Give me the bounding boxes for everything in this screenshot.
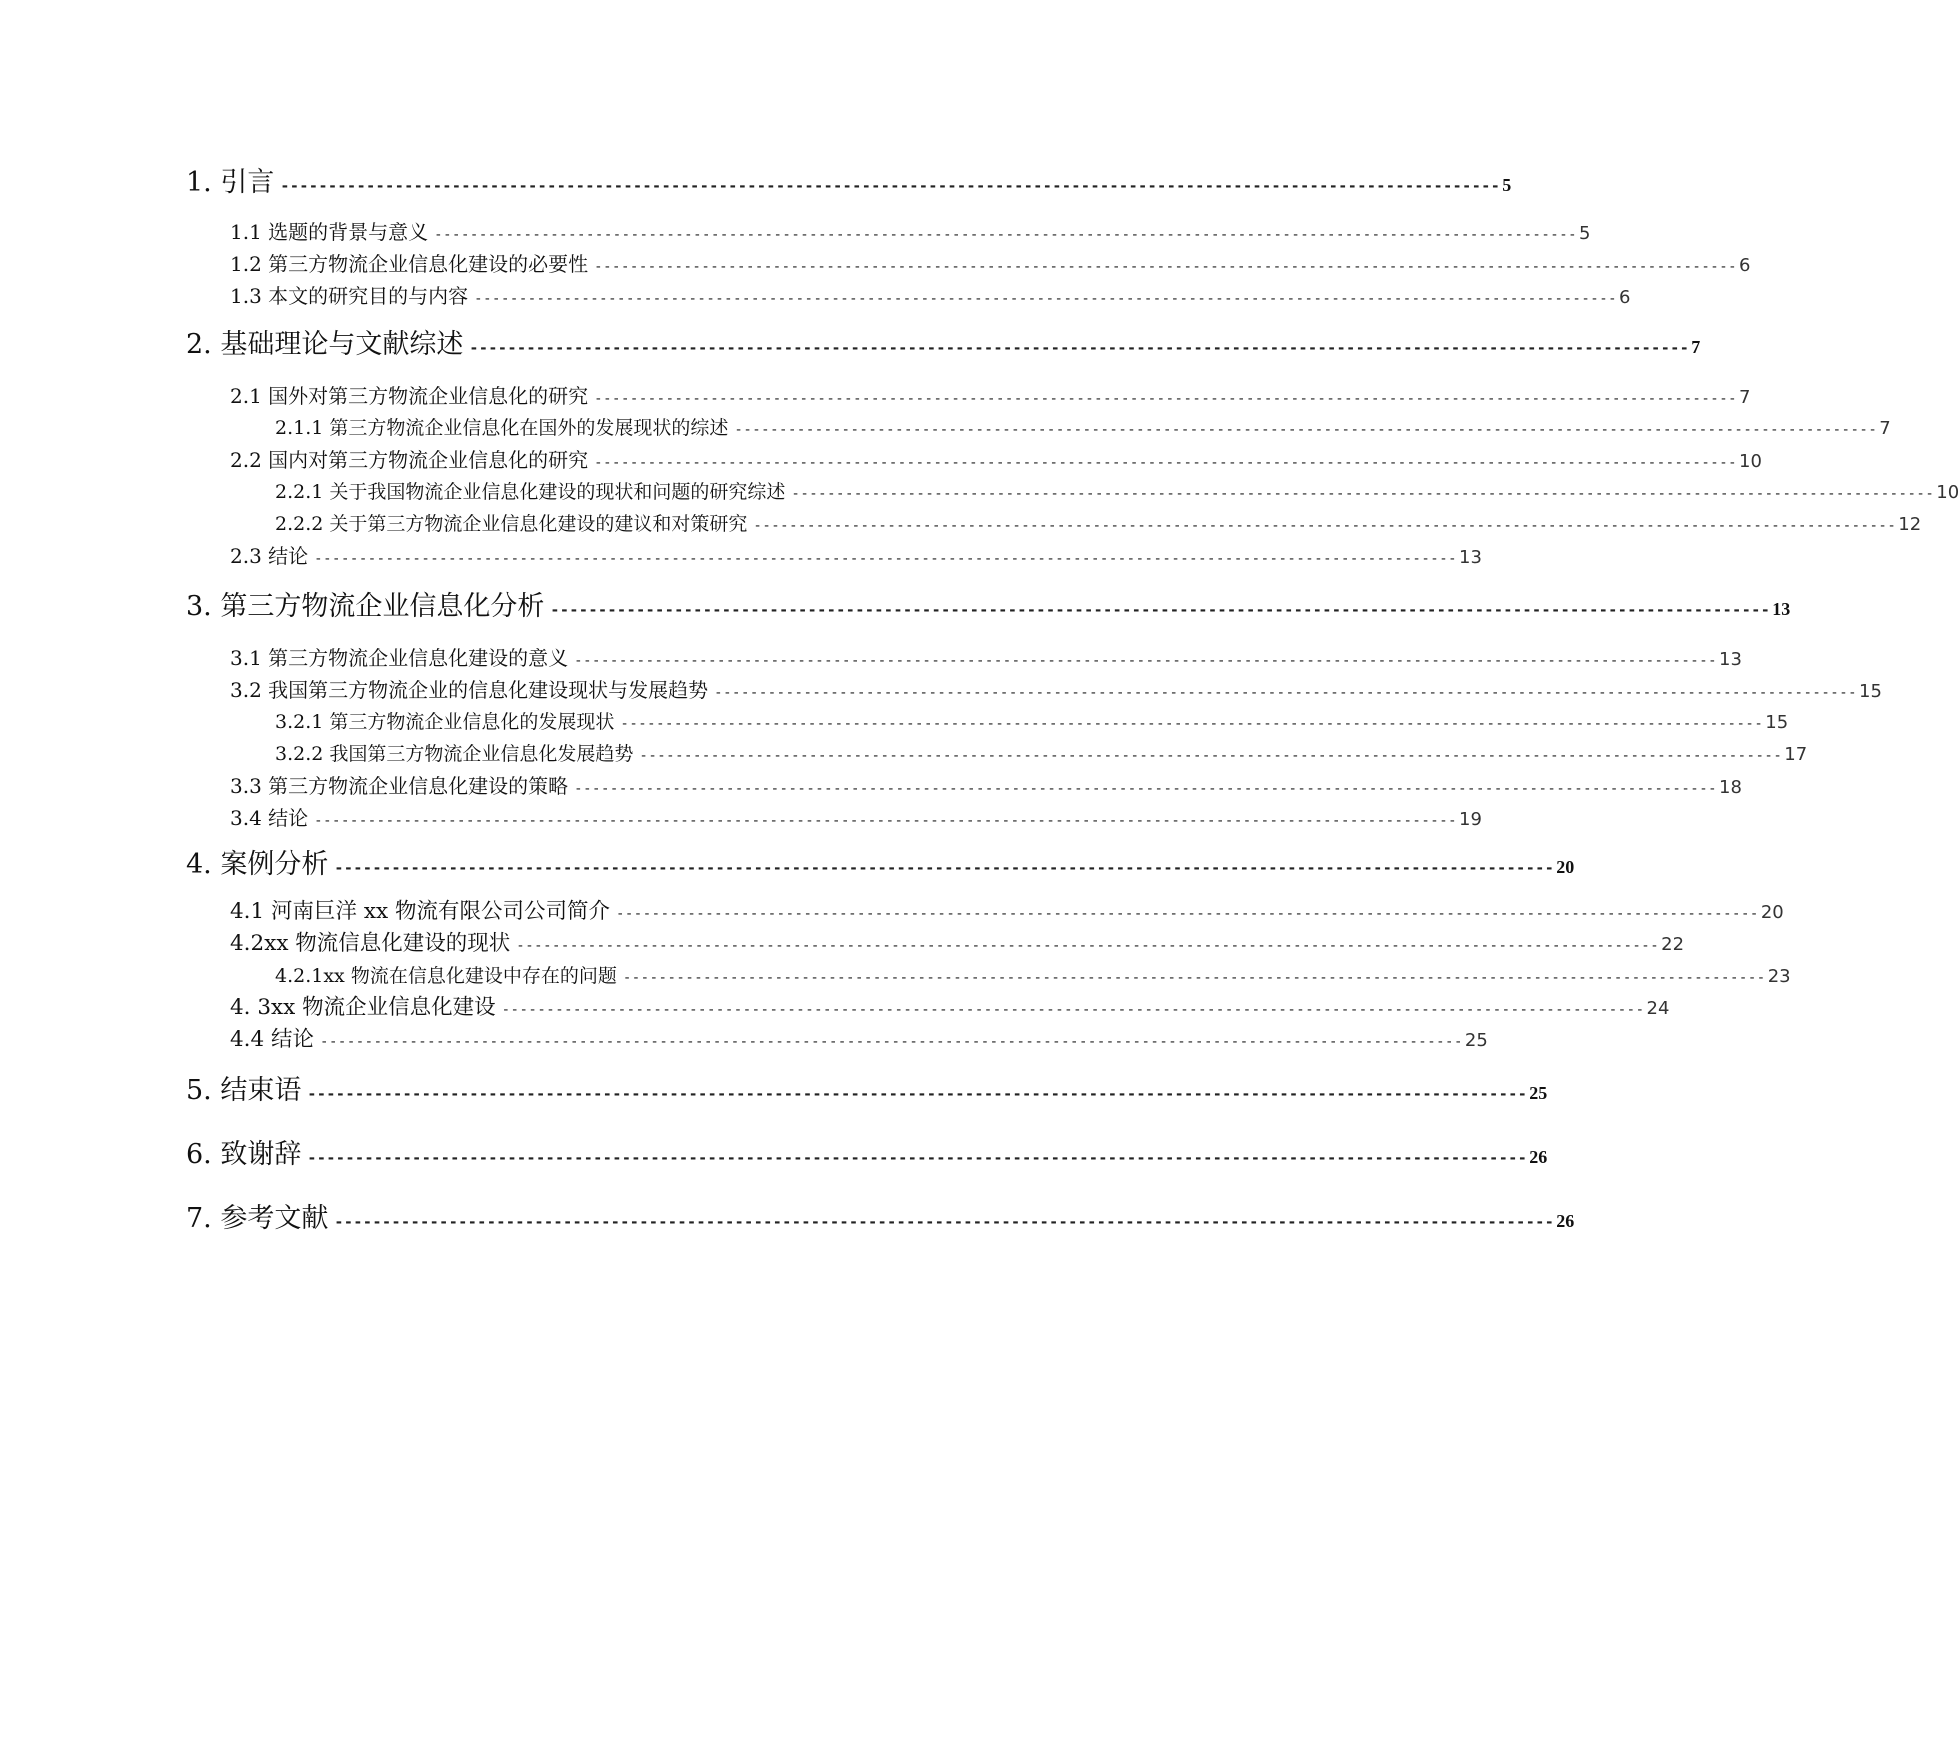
toc-entry-title: 1.1 选题的背景与意义 (230, 220, 429, 244)
toc-entry-title: 2.2.1 关于我国物流企业信息化建设的现状和问题的研究综述 (275, 481, 786, 503)
toc-entry[interactable] (186, 328, 1701, 362)
toc-entry[interactable] (186, 848, 1575, 882)
toc-leader: -------------------------------------------------------------------------------------------------------------------------------- (474, 291, 1618, 307)
toc-leader: -------------------------------------------------------------------------------------------------------------------------------- (574, 653, 1718, 669)
toc-leader: -------------------------------------------------------------------------------------------------------------------------------- (307, 1149, 1528, 1167)
toc-entry-title: 6. 致谢辞 (186, 1139, 302, 1170)
toc-leader: -------------------------------------------------------------------------------------------------------------------------------- (314, 813, 1458, 829)
toc-entry-page: 6 (1619, 287, 1631, 308)
toc-entry-title: 2.2 国内对第三方物流企业信息化的研究 (230, 448, 589, 472)
toc-leader: -------------------------------------------------------------------------------------------------------------------------------- (734, 422, 1878, 438)
toc-leader: -------------------------------------------------------------------------------------------------------------------------------- (469, 339, 1690, 357)
toc-entry-title: 3.2.1 第三方物流企业信息化的发展现状 (275, 711, 615, 733)
toc-entry-page: 10 (1936, 482, 1959, 503)
toc-entry-title: 4. 案例分析 (186, 849, 329, 880)
toc-entry-title: 3.2 我国第三方物流企业的信息化建设现状与发展趋势 (230, 678, 709, 702)
toc-entry[interactable] (230, 994, 1670, 1022)
toc-entry[interactable] (230, 644, 1742, 672)
toc-entry-title: 4.2xx 物流信息化建设的现状 (230, 931, 511, 956)
toc-entry-page: 25 (1464, 1030, 1488, 1051)
toc-entry-title: 3.4 结论 (230, 806, 309, 830)
toc-entry[interactable] (186, 1074, 1548, 1108)
toc-entry-page: 5 (1579, 223, 1591, 244)
toc-leader: -------------------------------------------------------------------------------------------------------------------------------- (334, 859, 1555, 877)
toc-entry[interactable] (230, 218, 1591, 246)
toc-entry-title: 4.1 河南巨洋 xx 物流有限公司公司简介 (230, 899, 610, 924)
toc-entry-page: 10 (1739, 451, 1762, 472)
toc-entry-page: 15 (1859, 681, 1882, 702)
toc-entry-title: 1.2 第三方物流企业信息化建设的必要性 (230, 252, 589, 276)
toc-entry-title: 3.2.2 我国第三方物流企业信息化发展趋势 (275, 743, 634, 765)
toc-entry-page: 7 (1691, 337, 1701, 357)
toc-entry[interactable] (275, 478, 1959, 506)
toc-leader: -------------------------------------------------------------------------------------------------------------------------------- (334, 1213, 1555, 1231)
toc-leader: -------------------------------------------------------------------------------------------------------------------------------- (620, 716, 1764, 732)
toc-entry[interactable] (230, 804, 1482, 832)
toc-entry-title: 2.1 国外对第三方物流企业信息化的研究 (230, 384, 589, 408)
toc-entry-page: 5 (1502, 175, 1512, 195)
toc-entry-page: 25 (1529, 1083, 1548, 1103)
toc-leader: -------------------------------------------------------------------------------------------------------------------------------- (639, 748, 1783, 764)
toc-entry-title: 4.2.1xx 物流在信息化建设中存在的问题 (275, 965, 617, 987)
toc-leader: -------------------------------------------------------------------------------------------------------------------------------- (501, 1002, 1645, 1018)
toc-entry-title: 3. 第三方物流企业信息化分析 (186, 591, 545, 622)
toc-entry[interactable] (275, 962, 1791, 990)
toc-entry-page: 15 (1765, 712, 1789, 733)
toc-leader: -------------------------------------------------------------------------------------------------------------------------------- (434, 227, 1578, 243)
toc-entry-title: 5. 结束语 (186, 1075, 302, 1106)
toc-leader: -------------------------------------------------------------------------------------------------------------------------------- (594, 455, 1738, 471)
toc-entry[interactable] (186, 1202, 1575, 1236)
toc-entry-page: 12 (1898, 514, 1922, 535)
toc-entry[interactable] (230, 382, 1751, 410)
toc-entry-page: 19 (1459, 809, 1482, 830)
toc-leader: -------------------------------------------------------------------------------------------------------------------------------- (574, 781, 1718, 797)
toc-entry-title: 7. 参考文献 (186, 1203, 329, 1234)
toc-entry-page: 17 (1784, 744, 1808, 765)
toc-leader: -------------------------------------------------------------------------------------------------------------------------------- (280, 177, 1501, 195)
toc-leader: -------------------------------------------------------------------------------------------------------------------------------- (320, 1034, 1463, 1050)
toc-entry[interactable] (275, 510, 1922, 538)
toc-entry[interactable] (230, 446, 1762, 474)
toc-leader: -------------------------------------------------------------------------------------------------------------------------------- (550, 601, 1771, 619)
toc-leader: -------------------------------------------------------------------------------------------------------------------------------- (615, 906, 1759, 922)
toc-entry-title: 2.3 结论 (230, 544, 309, 568)
toc-entry-page: 6 (1739, 255, 1751, 276)
toc-entry-title: 2.1.1 第三方物流企业信息化在国外的发展现状的综述 (275, 417, 729, 439)
toc-entry[interactable] (230, 772, 1742, 800)
toc-entry[interactable] (186, 590, 1791, 624)
toc-entry-page: 20 (1760, 902, 1784, 923)
toc-leader: -------------------------------------------------------------------------------------------------------------------------------- (622, 970, 1766, 986)
toc-entry[interactable] (230, 676, 1882, 704)
toc-entry[interactable] (230, 542, 1482, 570)
toc-entry-page: 7 (1739, 387, 1751, 408)
toc-entry-page: 22 (1661, 934, 1685, 955)
toc-entry-title: 3.1 第三方物流企业信息化建设的意义 (230, 646, 569, 670)
toc-entry-title: 3.3 第三方物流企业信息化建设的策略 (230, 774, 569, 798)
toc-leader: -------------------------------------------------------------------------------------------------------------------------------- (594, 259, 1738, 275)
toc-entry-page: 26 (1556, 1211, 1575, 1231)
toc-entry-page: 13 (1719, 649, 1742, 670)
toc-entry[interactable] (275, 740, 1808, 768)
toc-leader: -------------------------------------------------------------------------------------------------------------------------------- (314, 551, 1458, 567)
toc-entry-page: 20 (1556, 857, 1575, 877)
toc-entry-page: 13 (1459, 547, 1482, 568)
toc-entry[interactable] (230, 282, 1631, 310)
toc-leader: -------------------------------------------------------------------------------------------------------------------------------- (714, 685, 1858, 701)
toc-entry[interactable] (275, 708, 1789, 736)
toc-entry-page: 24 (1646, 998, 1670, 1019)
toc-entry[interactable] (230, 930, 1685, 958)
toc-entry-title: 2.2.2 关于第三方物流企业信息化建设的建议和对策研究 (275, 513, 748, 535)
toc-entry-page: 26 (1529, 1147, 1548, 1167)
toc-entry[interactable] (186, 1138, 1548, 1172)
toc-leader: -------------------------------------------------------------------------------------------------------------------------------- (594, 391, 1738, 407)
toc-entry[interactable] (230, 1026, 1488, 1054)
toc-entry-page: 18 (1719, 777, 1742, 798)
toc-leader: -------------------------------------------------------------------------------------------------------------------------------- (307, 1085, 1528, 1103)
toc-entry-page: 7 (1879, 418, 1891, 439)
toc-entry-title: 1. 引言 (186, 167, 275, 198)
toc-entry-page: 13 (1772, 599, 1791, 619)
toc-entry[interactable] (230, 898, 1784, 926)
toc-entry[interactable] (186, 166, 1512, 200)
toc-entry-title: 4.4 结论 (230, 1027, 315, 1052)
toc-entry[interactable] (275, 414, 1891, 442)
toc-entry-page: 23 (1767, 966, 1791, 987)
toc-entry-title: 2. 基础理论与文献综述 (186, 329, 464, 360)
toc-leader: -------------------------------------------------------------------------------------------------------------------------------- (516, 938, 1660, 954)
toc-entry[interactable] (230, 250, 1751, 278)
toc-entry-title: 1.3 本文的研究目的与内容 (230, 284, 469, 308)
toc-leader: -------------------------------------------------------------------------------------------------------------------------------- (753, 518, 1897, 534)
toc-leader: -------------------------------------------------------------------------------------------------------------------------------- (791, 486, 1935, 502)
toc-entry-title: 4. 3xx 物流企业信息化建设 (230, 995, 496, 1020)
